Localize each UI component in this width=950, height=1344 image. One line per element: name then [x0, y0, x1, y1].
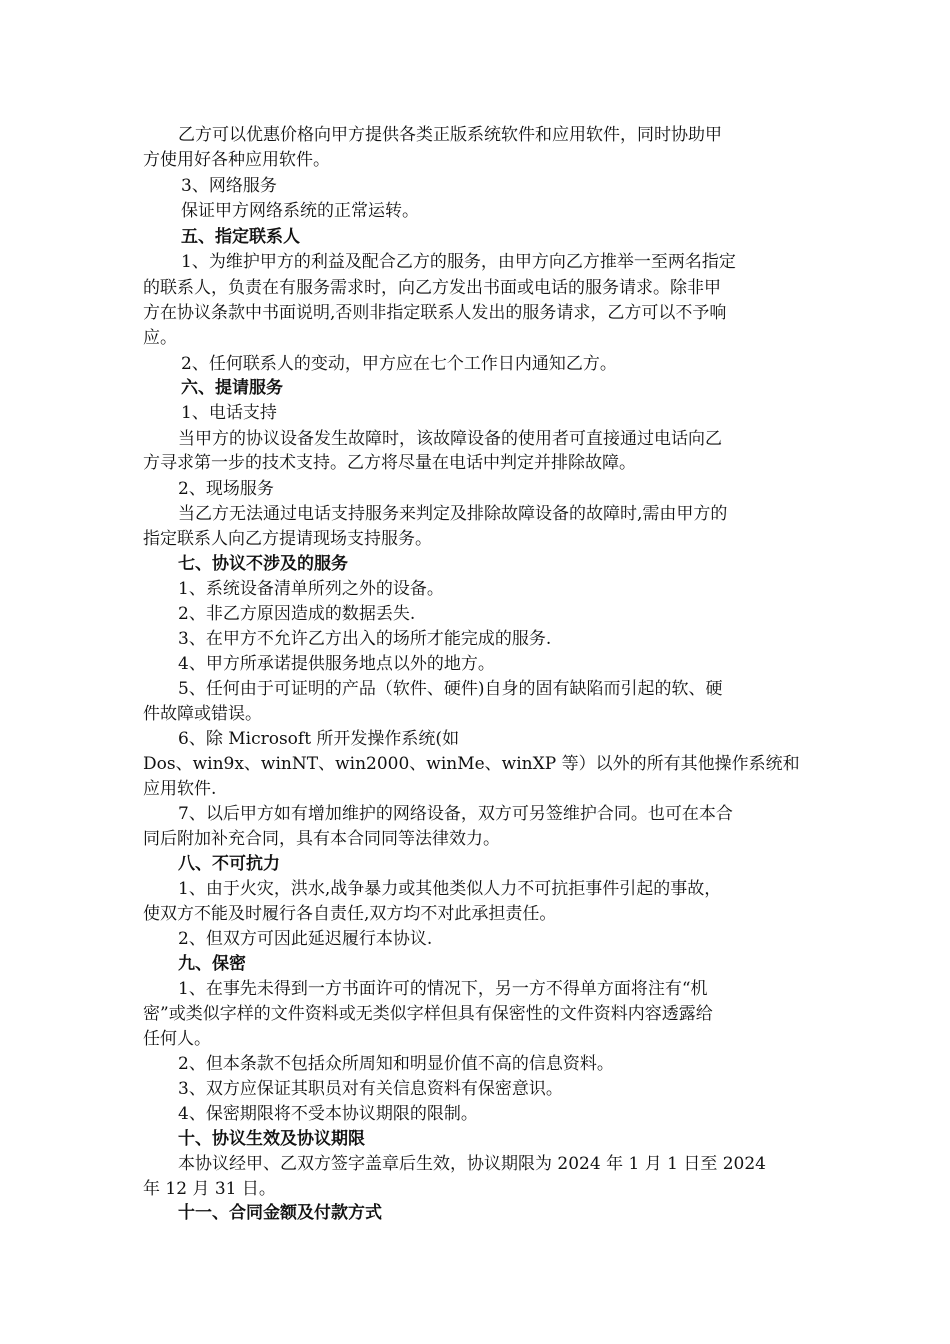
paragraph-line: 3、网络服务 — [181, 176, 277, 196]
paragraph-line: 1、电话支持 — [181, 403, 277, 423]
paragraph-line: 当甲方的协议设备发生故障时，该故障设备的使用者可直接通过电话向乙 — [178, 429, 722, 449]
paragraph-line: 任何人。 — [143, 1029, 211, 1049]
paragraph-line: 使双方不能及时履行各自责任,双方均不对此承担责任。 — [143, 904, 557, 924]
paragraph-line: 同后附加补充合同，具有本合同同等法律效力。 — [143, 829, 500, 849]
section-heading: 六、提请服务 — [181, 378, 283, 398]
paragraph-line: 件故障或错误。 — [143, 704, 262, 724]
paragraph-line: 2、但双方可因此延迟履行本协议. — [178, 929, 433, 949]
paragraph-line: 应用软件. — [143, 779, 217, 799]
paragraph-line: 方使用好各种应用软件。 — [143, 150, 330, 170]
paragraph-line: 2、任何联系人的变动，甲方应在七个工作日内通知乙方。 — [181, 354, 617, 374]
paragraph-line: Dos、win9x、winNT、win2000、winMe、winXP 等）以外的所有其他操作系统和 — [143, 754, 800, 774]
section-heading: 九、保密 — [178, 954, 246, 974]
paragraph-line: 1、为维护甲方的利益及配合乙方的服务，由甲方向乙方推举一至两名指定 — [181, 252, 736, 272]
paragraph-line: 5、任何由于可证明的产品（软件、硬件)自身的固有缺陷而引起的软、硬 — [178, 679, 723, 699]
section-heading: 十一、合同金额及付款方式 — [178, 1203, 382, 1223]
paragraph-line: 本协议经甲、乙双方签字盖章后生效，协议期限为 2024 年 1 月 1 日至 2024 — [178, 1154, 766, 1174]
section-heading: 七、协议不涉及的服务 — [178, 554, 348, 574]
paragraph-line: 的联系人，负责在有服务需求时，向乙方发出书面或电话的服务请求。除非甲 — [143, 278, 721, 298]
paragraph-line: 乙方可以优惠价格向甲方提供各类正版系统软件和应用软件，同时协助甲 — [178, 125, 722, 145]
paragraph-line: 2、但本条款不包括众所周知和明显价值不高的信息资料。 — [178, 1054, 614, 1074]
paragraph-line: 1、在事先未得到一方书面许可的情况下，另一方不得单方面将注有“机 — [178, 979, 708, 999]
paragraph-line: 2、现场服务 — [178, 479, 274, 499]
paragraph-line: 1、系统设备清单所列之外的设备。 — [178, 579, 444, 599]
section-heading: 十、协议生效及协议期限 — [178, 1129, 365, 1149]
section-heading: 八、不可抗力 — [178, 854, 280, 874]
paragraph-line: 当乙方无法通过电话支持服务来判定及排除故障设备的故障时,需由甲方的 — [178, 504, 728, 524]
paragraph-line: 4、保密期限将不受本协议期限的限制。 — [178, 1104, 478, 1124]
paragraph-line: 1、由于火灾，洪水,战争暴力或其他类似人力不可抗拒事件引起的事故， — [178, 879, 722, 899]
paragraph-line: 3、双方应保证其职员对有关信息资料有保密意识。 — [178, 1079, 563, 1099]
paragraph-line: 2、非乙方原因造成的数据丢失. — [178, 604, 416, 624]
paragraph-line: 年 12 月 31 日。 — [143, 1179, 276, 1199]
paragraph-line: 保证甲方网络系统的正常运转。 — [181, 201, 419, 221]
paragraph-line: 6、除 Microsoft 所开发操作系统(如 — [178, 729, 460, 749]
paragraph-line: 4、甲方所承诺提供服务地点以外的地方。 — [178, 654, 495, 674]
paragraph-line: 7、以后甲方如有增加维护的网络设备，双方可另签维护合同。也可在本合 — [178, 804, 733, 824]
section-heading: 五、指定联系人 — [181, 227, 300, 247]
paragraph-line: 应。 — [143, 328, 177, 348]
paragraph-line: 方在协议条款中书面说明,否则非指定联系人发出的服务请求，乙方可以不予响 — [143, 303, 727, 323]
paragraph-line: 密”或类似字样的文件资料或无类似字样但具有保密性的文件资料内容透露给 — [143, 1004, 713, 1024]
paragraph-line: 指定联系人向乙方提请现场支持服务。 — [143, 529, 432, 549]
paragraph-line: 方寻求第一步的技术支持。乙方将尽量在电话中判定并排除故障。 — [143, 453, 636, 473]
paragraph-line: 3、在甲方不允许乙方出入的场所才能完成的服务. — [178, 629, 552, 649]
